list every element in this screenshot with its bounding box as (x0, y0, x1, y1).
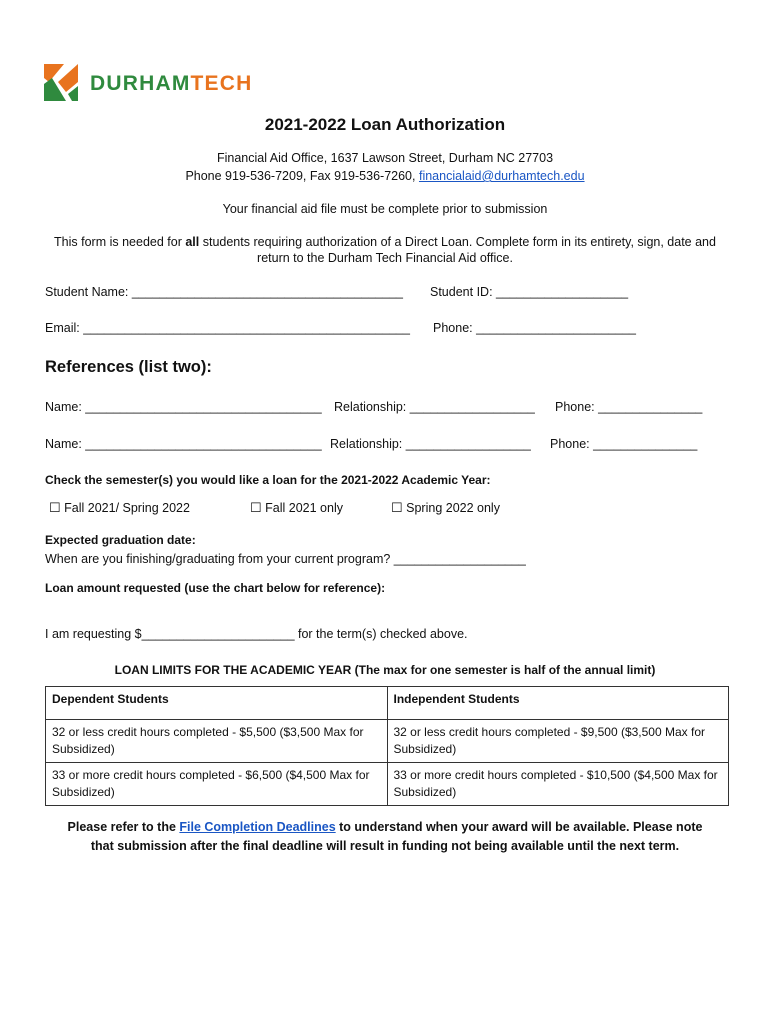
logo-word-tech: TECH (190, 72, 253, 95)
reference-1-phone-field[interactable]: Phone: _______________ (555, 400, 703, 414)
references-heading: References (list two): (45, 358, 212, 376)
student-name-field[interactable]: Student Name: _______________________________________ (45, 285, 403, 299)
file-completion-deadlines-link[interactable]: File Completion Deadlines (179, 820, 336, 834)
footer-text-2: to understand when your award will be available. Please note (335, 820, 703, 834)
reference-1-name-field[interactable]: Name: __________________________________ (45, 400, 322, 414)
intro-text-1: This form is needed for (54, 235, 186, 249)
email-field[interactable]: Email: _______________________________________________ (45, 321, 410, 335)
table-row (46, 763, 729, 806)
option-label: Fall 2021 only (265, 501, 343, 515)
graduation-label: Expected graduation date: (45, 533, 196, 547)
office-contact (0, 169, 770, 183)
reference-1-relationship-field[interactable]: Relationship: __________________ (334, 400, 535, 414)
loan-limits-table (45, 686, 729, 806)
completion-notice: Your financial aid file must be complete prior to submission (222, 202, 548, 216)
table-row (46, 720, 729, 763)
intro-line-2: return to the Durham Tech Financial Aid office. (257, 251, 513, 265)
student-id-field[interactable]: Student ID: ___________________ (430, 285, 629, 299)
footer-text-1: Please refer to the (67, 820, 180, 834)
reference-2-relationship-field[interactable]: Relationship: __________________ (330, 437, 531, 451)
option-label: Fall 2021/ Spring 2022 (64, 501, 190, 515)
loan-limits-heading: LOAN LIMITS FOR THE ACADEMIC YEAR (The max for one semester is half of the annual limit) (114, 663, 656, 677)
option-fall-only[interactable] (250, 500, 343, 516)
table-cell: 33 or more credit hours completed - $6,500 ($4,500 Max for Subsidized) (46, 763, 388, 806)
page-title: 2021-2022 Loan Authorization (264, 115, 506, 134)
table-cell: 32 or less credit hours completed - $9,500 ($3,500 Max for Subsidized) (387, 720, 729, 763)
intro-text-2: students requiring authorization of a Direct Loan. Complete form in its entirety, sign, date and (199, 235, 716, 249)
table-header-row (46, 687, 729, 720)
footer-line-1 (0, 820, 770, 834)
office-phone-fax: Phone 919-536-7209, Fax 919-536-7260, (185, 169, 416, 183)
table-cell: 33 or more credit hours completed - $10,500 ($4,500 Max for Subsidized) (387, 763, 729, 806)
logo-mark-icon (44, 64, 80, 101)
checkbox-icon[interactable]: ☐ (49, 500, 61, 515)
phone-field[interactable]: Phone: _______________________ (433, 321, 636, 335)
intro-line-1 (0, 235, 770, 249)
intro-bold-all: all (185, 235, 200, 249)
loan-amount-field[interactable]: I am requesting $______________________ for the term(s) checked above. (45, 627, 468, 641)
table-cell: 32 or less credit hours completed - $5,500 ($3,500 Max for Subsidized) (46, 720, 388, 763)
header-dependent: Dependent Students (46, 687, 388, 720)
option-fall-spring[interactable] (49, 500, 190, 516)
reference-2-name-field[interactable]: Name: __________________________________ (45, 437, 322, 451)
checkbox-icon[interactable]: ☐ (250, 500, 262, 515)
graduation-field[interactable]: When are you finishing/graduating from your current program? ___________________ (45, 552, 526, 566)
reference-2-phone-field[interactable]: Phone: _______________ (550, 437, 698, 451)
header-independent: Independent Students (387, 687, 729, 720)
durham-tech-logo (44, 64, 274, 102)
logo-word-durham: DURHAM (90, 72, 191, 95)
office-email-link[interactable]: financialaid@durhamtech.edu (418, 169, 585, 183)
footer-line-2: that submission after the final deadline will result in funding not being available until the next term. (90, 839, 680, 853)
option-label: Spring 2022 only (406, 501, 500, 515)
office-address: Financial Aid Office, 1637 Lawson Street, Durham NC 27703 (216, 151, 554, 165)
semester-question: Check the semester(s) you would like a loan for the 2021-2022 Academic Year: (45, 473, 491, 487)
checkbox-icon[interactable]: ☐ (391, 500, 403, 515)
loan-amount-label: Loan amount requested (use the chart below for reference): (45, 581, 386, 595)
option-spring-only[interactable] (391, 500, 500, 516)
